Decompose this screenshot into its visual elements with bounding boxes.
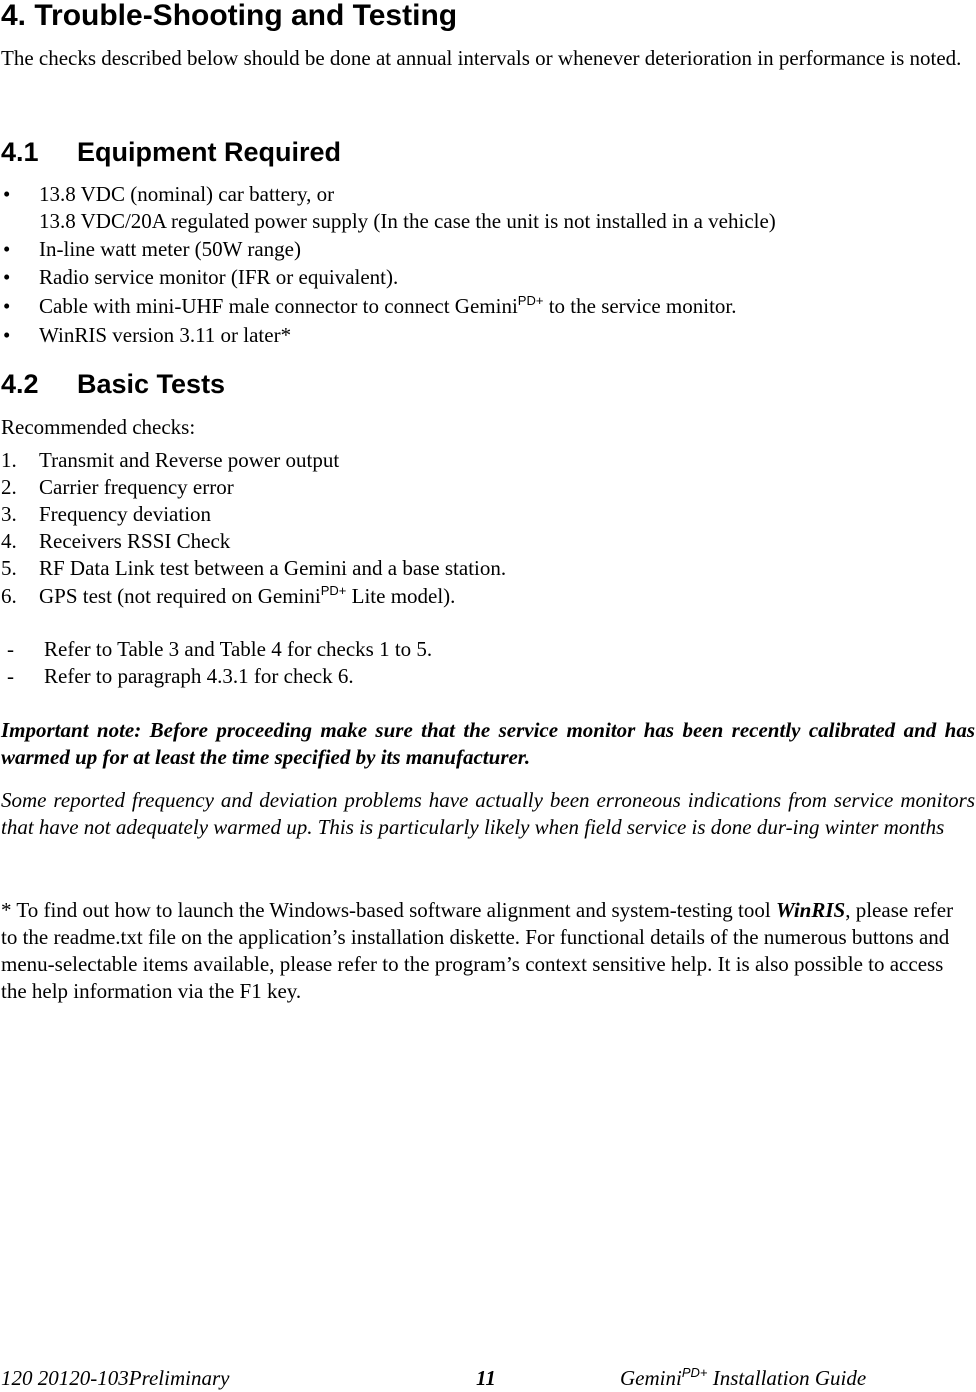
- important-note: Important note: Before proceeding make sure that the service monitor has been recently calibrated and has warmed up for at least the time specified by its manufacturer.: [1, 718, 975, 769]
- warning-note: Some reported frequency and deviation problems have actually been erroneous indications from service monitors that have not adequately warmed up. This is particularly likely when field service is done dur-ing winter months: [1, 788, 975, 839]
- check-item: [39, 583, 455, 610]
- product-superscript: PD+: [681, 1365, 708, 1380]
- bullet-icon: •: [3, 182, 11, 206]
- section-heading-equipment: [1, 136, 341, 168]
- check-item: Carrier frequency error: [39, 475, 234, 499]
- equipment-item: WinRIS version 3.11 or later*: [39, 323, 292, 347]
- footer-text: Installation Guide: [707, 1366, 867, 1390]
- equipment-item-continuation: 13.8 VDC/20A regulated power supply (In the case the unit is not installed in a vehicle): [39, 209, 776, 233]
- dash-marker: -: [7, 664, 14, 688]
- footer-page-number: 11: [476, 1366, 496, 1390]
- item-text: Cable with mini-UHF male connector to connect Gemini: [39, 294, 518, 318]
- dash-marker: -: [7, 637, 14, 661]
- product-superscript: PD+: [320, 583, 347, 598]
- section-heading-basic-tests: [1, 368, 225, 400]
- list-number: 4.: [1, 529, 17, 553]
- footnote-text: * To find out how to launch the Windows-based software alignment and system-testing tool: [1, 898, 776, 922]
- bullet-icon: •: [3, 323, 11, 347]
- checks-lead: Recommended checks:: [1, 415, 196, 439]
- list-number: 6.: [1, 584, 17, 608]
- item-text: to the service monitor.: [543, 294, 737, 318]
- list-number: 2.: [1, 475, 17, 499]
- item-text: Lite model).: [346, 584, 456, 608]
- list-number: 3.: [1, 502, 17, 526]
- section-title: Basic Tests: [77, 369, 226, 399]
- footer-document-number: 120 20120-103Preliminary: [1, 1366, 230, 1390]
- software-name: WinRIS: [775, 898, 846, 922]
- section-title: Equipment Required: [77, 137, 342, 167]
- check-item: Frequency deviation: [39, 502, 212, 526]
- check-item: RF Data Link test between a Gemini and a base station.: [39, 556, 507, 580]
- list-number: 5.: [1, 556, 17, 580]
- reference-item: Refer to paragraph 4.3.1 for check 6.: [44, 664, 354, 688]
- product-superscript: PD+: [517, 293, 544, 308]
- reference-item: Refer to Table 3 and Table 4 for checks 1 to 5.: [44, 637, 433, 661]
- check-item: Receivers RSSI Check: [39, 529, 231, 553]
- equipment-item: [39, 293, 737, 320]
- list-number: 1.: [1, 448, 17, 472]
- equipment-item: In-line watt meter (50W range): [39, 237, 301, 261]
- item-text: GPS test (not required on Gemini: [39, 584, 321, 608]
- bullet-icon: •: [3, 237, 11, 261]
- section-number: 4.2: [1, 369, 39, 399]
- bullet-icon: •: [3, 294, 11, 318]
- equipment-item: Radio service monitor (IFR or equivalent).: [39, 265, 399, 289]
- footnote-text: , please refer to the readme.txt file on the application’s installation diskette. For functional details of the numerous buttons and menu-selectable items available, please refer to the program’s context sensitive help. It is also possible to access the help information via the F1 key.: [1, 898, 954, 1003]
- chapter-heading: 4. Trouble-Shooting and Testing: [1, 0, 458, 32]
- footer-text: Gemini: [620, 1366, 682, 1390]
- check-item: Transmit and Reverse power output: [39, 448, 340, 472]
- intro-paragraph: The checks described below should be done at annual intervals or whenever deterioration in performance is noted.: [1, 46, 962, 70]
- footnote-paragraph: [1, 897, 961, 1005]
- bullet-icon: •: [3, 265, 11, 289]
- equipment-item: 13.8 VDC (nominal) car battery, or: [39, 182, 335, 206]
- footer-guide-title: [620, 1365, 866, 1392]
- section-number: 4.1: [1, 137, 39, 167]
